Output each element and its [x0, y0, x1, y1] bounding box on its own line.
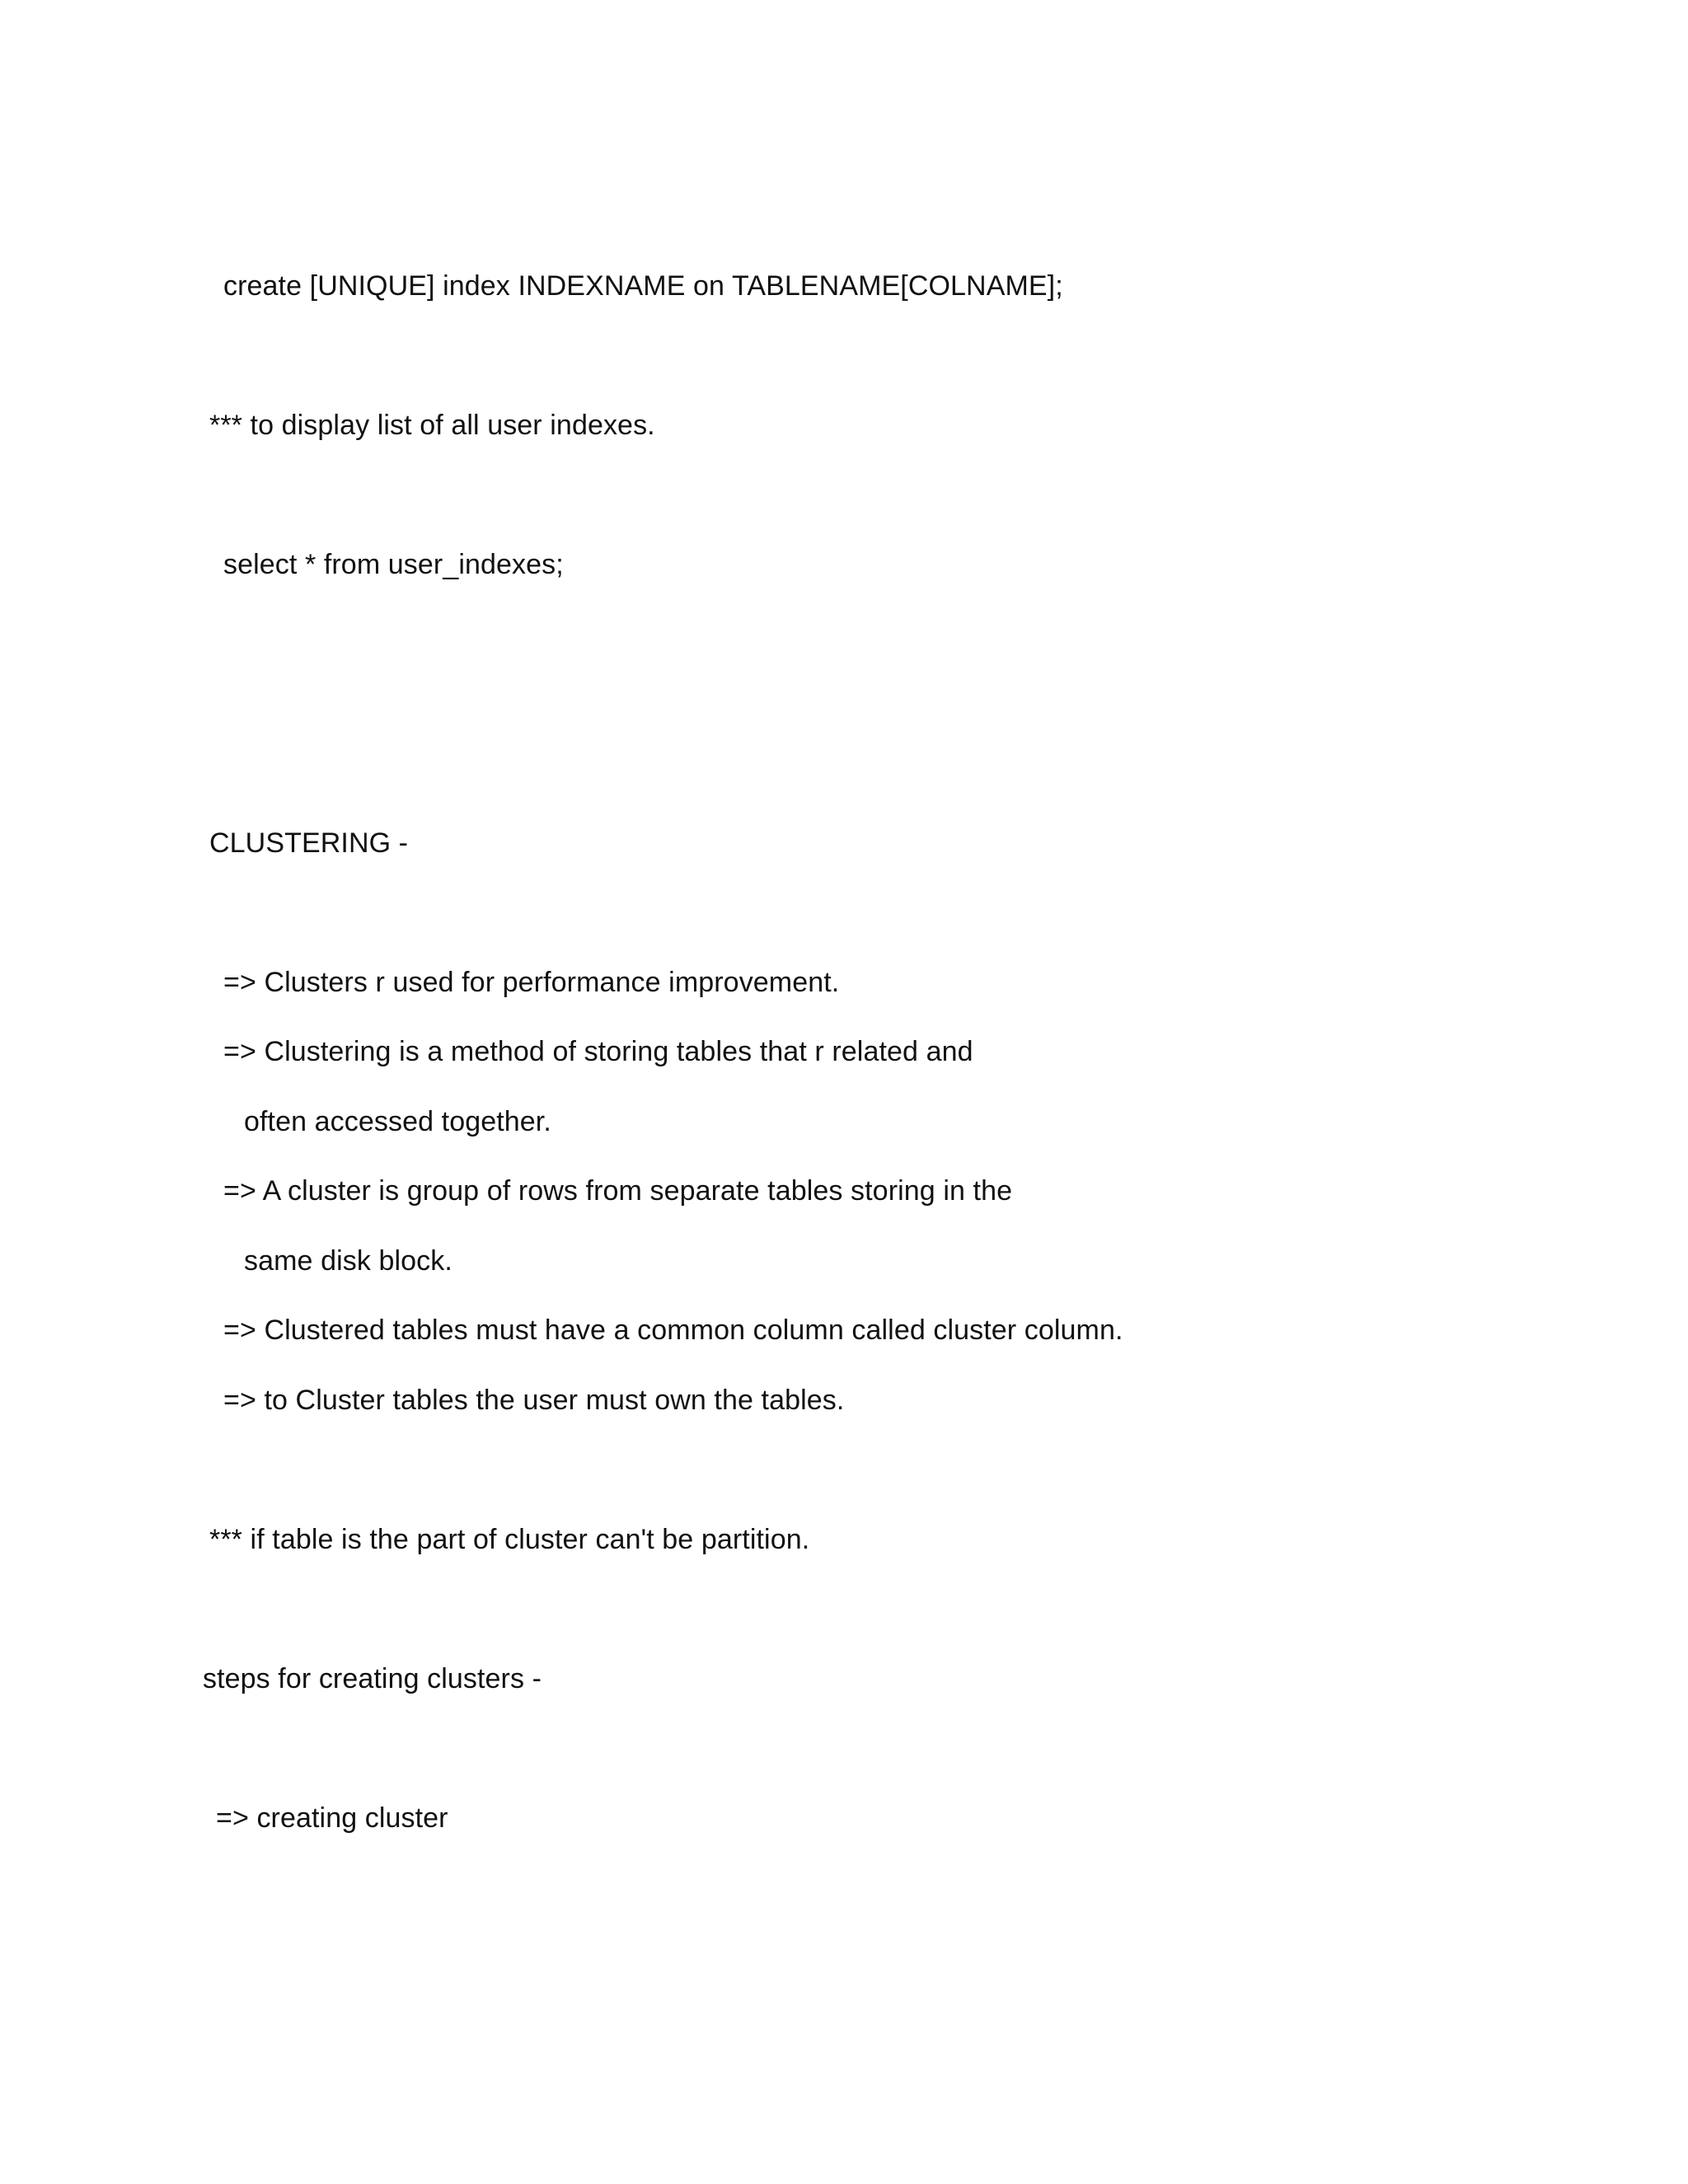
create-index-syntax: create [UNIQUE] index INDEXNAME on TABLENAME[COLNAME]; [223, 270, 1063, 302]
cluster-point-4: => Clustered tables must have a common column called cluster column. [223, 1315, 1123, 1346]
cluster-point-3-cont: same disk block. [244, 1245, 452, 1277]
cluster-point-1: => Clusters r used for performance improvement. [223, 967, 840, 998]
cluster-point-2-cont: often accessed together. [244, 1106, 551, 1137]
note-partition: *** if table is the part of cluster can't be partition. [209, 1524, 810, 1555]
steps-heading: steps for creating clusters - [203, 1663, 542, 1694]
step-creating-cluster: => creating cluster [216, 1802, 448, 1834]
cluster-point-3: => A cluster is group of rows from separate tables storing in the [223, 1175, 1013, 1207]
select-user-indexes: select * from user_indexes; [223, 549, 564, 580]
cluster-point-2: => Clustering is a method of storing tables that r related and [223, 1036, 973, 1067]
cluster-point-5: => to Cluster tables the user must own the tables. [223, 1385, 845, 1416]
clustering-heading: CLUSTERING - [209, 827, 409, 859]
note-display-indexes: *** to display list of all user indexes. [209, 410, 655, 441]
